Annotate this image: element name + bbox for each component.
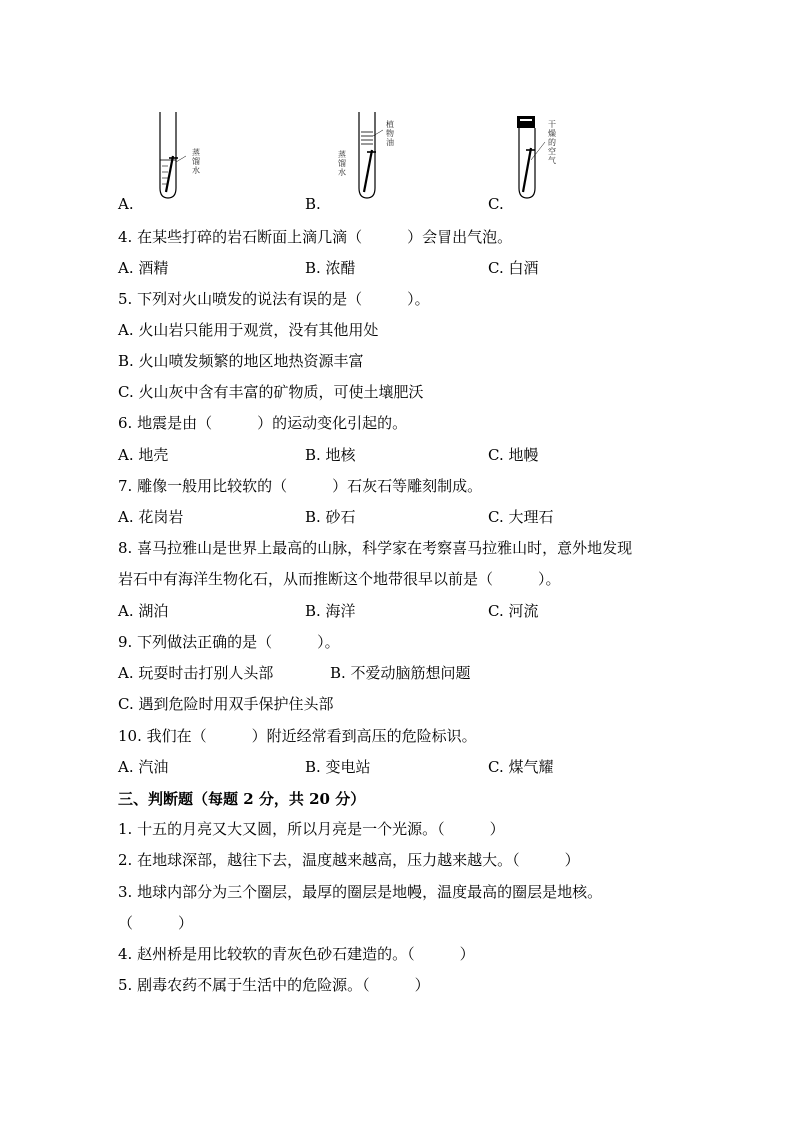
- question-8-stem-line1: 8. 喜马拉雅山是世界上最高的山脉，科学家在考察喜马拉雅山时，意外地发现: [118, 539, 633, 557]
- question-4-option-a: A. 酒精: [118, 259, 169, 277]
- test-tube-c-figure: [515, 112, 547, 202]
- judge-item-3: 3. 地球内部分为三个圈层，最厚的圈层是地幔，温度最高的圈层是地核。: [118, 883, 603, 901]
- tube-b-top-label: 植物油: [386, 120, 394, 147]
- question-9-option-c: C. 遇到危险时用双手保护住头部: [118, 695, 334, 713]
- test-tube-a-figure: [156, 110, 188, 200]
- question-9-stem: 9. 下列做法正确的是（ ）。: [118, 633, 340, 651]
- question-10-option-c: C. 煤气耀: [488, 758, 554, 776]
- question-7-stem: 7. 雕像一般用比较软的（ ）石灰石等雕刻制成。: [118, 477, 483, 495]
- question-9-option-b: B. 不爱动脑筋想问题: [330, 664, 471, 682]
- tube-c-label: 干燥的空气: [548, 120, 556, 165]
- question-8-option-a: A. 湖泊: [118, 602, 169, 620]
- test-tube-a-icon: [156, 110, 188, 200]
- question-8-option-c: C. 河流: [488, 602, 539, 620]
- question-7-option-c: C. 大理石: [488, 508, 554, 526]
- judge-item-5: 5. 剧毒农药不属于生活中的危险源。（ ）: [118, 976, 430, 994]
- question-6-option-c: C. 地幔: [488, 446, 539, 464]
- section-3-heading: 三、判断题（每题 2 分，共 20 分）: [118, 790, 366, 808]
- question-8-stem-line2: 岩石中有海洋生物化石，从而推断这个地带很早以前是（ ）。: [118, 570, 561, 588]
- test-tube-b-icon: [355, 110, 387, 200]
- figure-option-a: A.: [118, 195, 134, 213]
- question-5-stem: 5. 下列对火山喷发的说法有误的是（ ）。: [118, 290, 430, 308]
- test-tube-b-figure: [355, 110, 387, 200]
- tube-b-side-label: 蒸馏水: [338, 150, 346, 177]
- figure-option-b: B.: [305, 195, 321, 213]
- figure-option-c: C.: [488, 195, 504, 213]
- judge-item-3-bracket: （ ）: [118, 914, 194, 932]
- question-5-option-b: B. 火山喷发频繁的地区地热资源丰富: [118, 352, 364, 370]
- question-6-option-b: B. 地核: [305, 446, 356, 464]
- judge-item-1: 1. 十五的月亮又大又圆，所以月亮是一个光源。（ ）: [118, 820, 505, 838]
- judge-item-2: 2. 在地球深部，越往下去，温度越来越高，压力越来越大。（ ）: [118, 851, 580, 869]
- question-4-option-c: C. 白酒: [488, 259, 539, 277]
- question-5-option-a: A. 火山岩只能用于观赏，没有其他用处: [118, 321, 379, 339]
- tube-a-label: 蒸馏水: [192, 148, 200, 175]
- test-tube-c-icon: [515, 112, 547, 202]
- question-5-option-c: C. 火山灰中含有丰富的矿物质，可使土壤肥沃: [118, 383, 424, 401]
- question-4-stem: 4. 在某些打碎的岩石断面上滴几滴（ ）会冒出气泡。: [118, 228, 513, 246]
- question-8-option-b: B. 海洋: [305, 602, 356, 620]
- question-6-option-a: A. 地壳: [118, 446, 169, 464]
- question-7-option-b: B. 砂石: [305, 508, 356, 526]
- question-10-option-a: A. 汽油: [118, 758, 169, 776]
- judge-item-4: 4. 赵州桥是用比较软的青灰色砂石建造的。（ ）: [118, 945, 475, 963]
- question-9-option-a: A. 玩耍时击打别人头部: [118, 664, 274, 682]
- question-4-option-b: B. 浓醋: [305, 259, 356, 277]
- question-10-stem: 10. 我们在（ ）附近经常看到高压的危险标识。: [118, 727, 477, 745]
- question-10-option-b: B. 变电站: [305, 758, 371, 776]
- question-6-stem: 6. 地震是由（ ）的运动变化引起的。: [118, 414, 408, 432]
- question-7-option-a: A. 花岗岩: [118, 508, 184, 526]
